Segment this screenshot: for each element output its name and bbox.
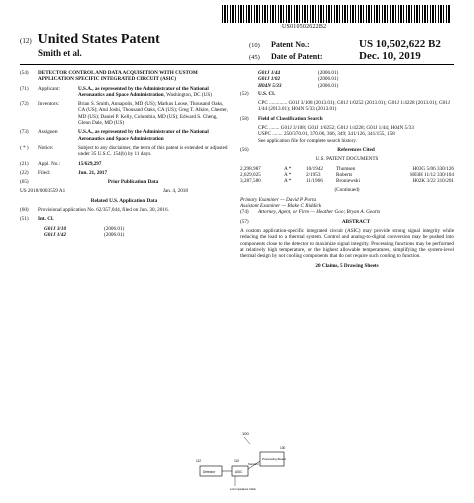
prior-pub-date: Jan. 4, 2018 bbox=[162, 188, 188, 195]
tag-74: (74) bbox=[240, 209, 249, 216]
tag-58: (58) bbox=[240, 115, 249, 122]
references-table bbox=[240, 166, 454, 185]
field-search-label: Field of Classification Search bbox=[258, 115, 323, 122]
applicant-name: U.S.A., as represented by the Administrator of the National Aeronautics and Space Administration bbox=[78, 85, 209, 98]
applicant-label: Applicant: bbox=[38, 85, 60, 92]
tag-21: (21) bbox=[20, 160, 29, 167]
abstract-text: A custom application-specific integrated circuit (ASIC) may provide strong signal integrity while reducing the load to a thermal system. Control and analog-to-digital conversion may be pushed into components close to the detector to maximize signal integrity. Processing functions may be performed at relatively high temperature, or the highest allowable temperatures, simplifying the system-level thermal design by not cooling components that do not require such cooling to function. bbox=[240, 227, 454, 260]
intcl-code: G01J 1/44 bbox=[258, 70, 281, 76]
tag-22: (22) bbox=[20, 169, 29, 176]
cable-note: Low Impedance Cable bbox=[230, 488, 256, 491]
attorney: Attorney, Agent, or Firm — Heather Goo; Bryan A. Gearts bbox=[258, 209, 381, 216]
authors: Smith et al. bbox=[38, 48, 82, 58]
intcl-code: G01J 1/42 bbox=[44, 231, 67, 238]
patent-no: US 10,502,622 B2 bbox=[359, 38, 441, 50]
left-column bbox=[20, 70, 228, 238]
ref-class: H02K 3/22 310/201 bbox=[412, 178, 454, 185]
claims-summary: 20 Claims, 5 Drawing Sheets bbox=[315, 263, 379, 270]
intcl-code: G01J 1/02 bbox=[258, 76, 281, 83]
tag-12: (12) bbox=[20, 37, 32, 45]
abstract-title: ABSTRACT bbox=[341, 218, 371, 225]
intcl-version: (2006.01) bbox=[104, 225, 125, 232]
front-page-drawing bbox=[190, 428, 300, 498]
continued: (Continued) bbox=[334, 187, 360, 194]
assistant-examiner: Assistant Examiner — Blake C Riddick bbox=[240, 203, 322, 210]
detector-label: Detector bbox=[203, 470, 216, 474]
tag-56: (56) bbox=[240, 146, 249, 153]
notice-label: Notice: bbox=[38, 144, 54, 151]
ref-date: 10/1942 bbox=[306, 165, 324, 172]
ref-112: 112 bbox=[196, 459, 202, 463]
tag-54: (54) bbox=[20, 70, 29, 76]
intcl-label: Int. Cl. bbox=[38, 216, 54, 223]
publication-number-small: US010502622B2 bbox=[282, 24, 327, 30]
field-uspc: USPC ........ 250/370.01, 370.06, 366, 349; 341/126, 341/155, 158 bbox=[258, 131, 395, 138]
date-label: Date of Patent: bbox=[271, 52, 323, 61]
related-title: Related U.S. Application Data bbox=[90, 197, 158, 204]
intcl-version: (2006.01) bbox=[318, 70, 339, 76]
intcl-version: (2006.01) bbox=[318, 82, 339, 89]
provisional: Provisional application No. 62/357,044, filed on Jun. 30, 2016. bbox=[38, 207, 169, 214]
ref-class: H03H 11/12 330/104 bbox=[410, 171, 454, 178]
patent-date: Dec. 10, 2019 bbox=[359, 50, 421, 62]
ref-100: 100 bbox=[242, 431, 249, 436]
intcl-version: (2006.01) bbox=[318, 76, 339, 83]
ref-name: Thomsen bbox=[336, 165, 356, 172]
uscl-label: U.S. Cl. bbox=[258, 90, 276, 97]
ref-130: 130 bbox=[280, 446, 286, 450]
header-rule bbox=[20, 64, 454, 65]
asic-label: ASIC bbox=[235, 470, 243, 474]
ref-date: 11/1966 bbox=[306, 178, 323, 185]
appl-label: Appl. No.: bbox=[38, 160, 61, 167]
assignee: U.S.A., as represented by the Administrator of the National Aeronautics and Space Administration bbox=[78, 129, 209, 142]
ref-class: H03G 5/06 330/126 bbox=[412, 165, 454, 172]
processing-label: Processing Board bbox=[262, 457, 286, 461]
patent-title: United States Patent bbox=[37, 32, 160, 47]
ref-name: Broniewski bbox=[336, 178, 360, 185]
cpc-classes: CPC .............. G01J 3/108 (2013.01); G01J 1/0252 (2013.01); G01J 1/4228 (2013.01); G01J 1/44 (2013.01); H04N 5/33 (2013.01) bbox=[258, 100, 450, 113]
see-application: See application file for complete search history. bbox=[258, 137, 357, 144]
tag-notice: ( * ) bbox=[20, 144, 29, 151]
inventors: Brian S. Smith, Annapolis, MD (US); Markus Loose, Thousand Oaks, CA (US); Atul Joshi, Thousand Oaks, CA (US); Greg T. Alkire, Chester, MD (US); Daniel P. Kelly, Columbia, MD (US); Edward S. Cheng, Glenn Dale, MD (US) bbox=[78, 101, 228, 127]
ref-number: 2,298,987 bbox=[240, 165, 261, 172]
intcl-code: G01J 3/10 bbox=[44, 225, 67, 232]
ref-name: Roberts bbox=[336, 171, 353, 178]
prior-pub-number: US 2018/0003559 A1 bbox=[20, 188, 66, 195]
patent-numbers bbox=[249, 38, 441, 62]
barcode bbox=[222, 5, 450, 23]
ref-date: 2/1953 bbox=[306, 171, 321, 178]
ref-number: 3,287,580 bbox=[240, 178, 261, 185]
tag-73: (73) bbox=[20, 129, 29, 136]
tag-52: (52) bbox=[240, 90, 249, 97]
tag-45: (45) bbox=[249, 54, 260, 61]
intcl-version: (2006.01) bbox=[104, 231, 125, 238]
patent-no-label: Patent No.: bbox=[271, 40, 310, 49]
inventors-label: Inventors: bbox=[38, 101, 60, 108]
patent-heading bbox=[20, 32, 160, 48]
tag-71: (71) bbox=[20, 85, 29, 92]
ref-number: 2,629,025 bbox=[240, 171, 261, 178]
notice: Subject to any disclaimer, the term of this patent is extended or adjusted under 35 U.S.C. 154(b) by 11 days. bbox=[78, 144, 228, 158]
filed-date: Jun. 21, 2017 bbox=[78, 169, 108, 176]
assignee-label: Assignee: bbox=[38, 129, 59, 136]
tag-65: (65) bbox=[20, 179, 29, 186]
standard-label: Standard bbox=[248, 463, 259, 466]
ref-kind: A * bbox=[284, 171, 292, 178]
tag-60: (60) bbox=[20, 207, 29, 214]
appl-no: 15/629,297 bbox=[78, 160, 102, 167]
ref-kind: A * bbox=[284, 165, 292, 172]
applicant-location: , Washington, DC (US) bbox=[163, 91, 212, 98]
refs-subtitle: U.S. PATENT DOCUMENTS bbox=[315, 156, 379, 163]
tag-57: (57) bbox=[240, 218, 249, 225]
primary-examiner: Primary Examiner — David P Porta bbox=[240, 196, 317, 203]
tag-10: (10) bbox=[249, 42, 260, 49]
tag-51: (51) bbox=[20, 216, 29, 223]
field-cpc: CPC ........ G01J 3/108; G01J 1/0252; G01J 1/4228; G01J 1/44; H04N 5/33 bbox=[258, 125, 414, 132]
ref-kind: A * bbox=[284, 178, 292, 185]
invention-title: DETECTOR CONTROL AND DATA ACQUISITION WITH CUSTOM APPLICATION SPECIFIC INTEGRATED CIRCUIT (ASIC) bbox=[38, 70, 198, 83]
prior-pub-title: Prior Publication Data bbox=[107, 179, 159, 186]
ref-110: 110 bbox=[234, 459, 240, 463]
intcl-code: H04N 5/33 bbox=[258, 82, 282, 89]
filed-label: Filed: bbox=[38, 169, 51, 176]
tag-72: (72) bbox=[20, 101, 29, 108]
table-row bbox=[240, 178, 454, 184]
right-column bbox=[240, 70, 454, 270]
refs-title: References Cited bbox=[337, 146, 375, 153]
